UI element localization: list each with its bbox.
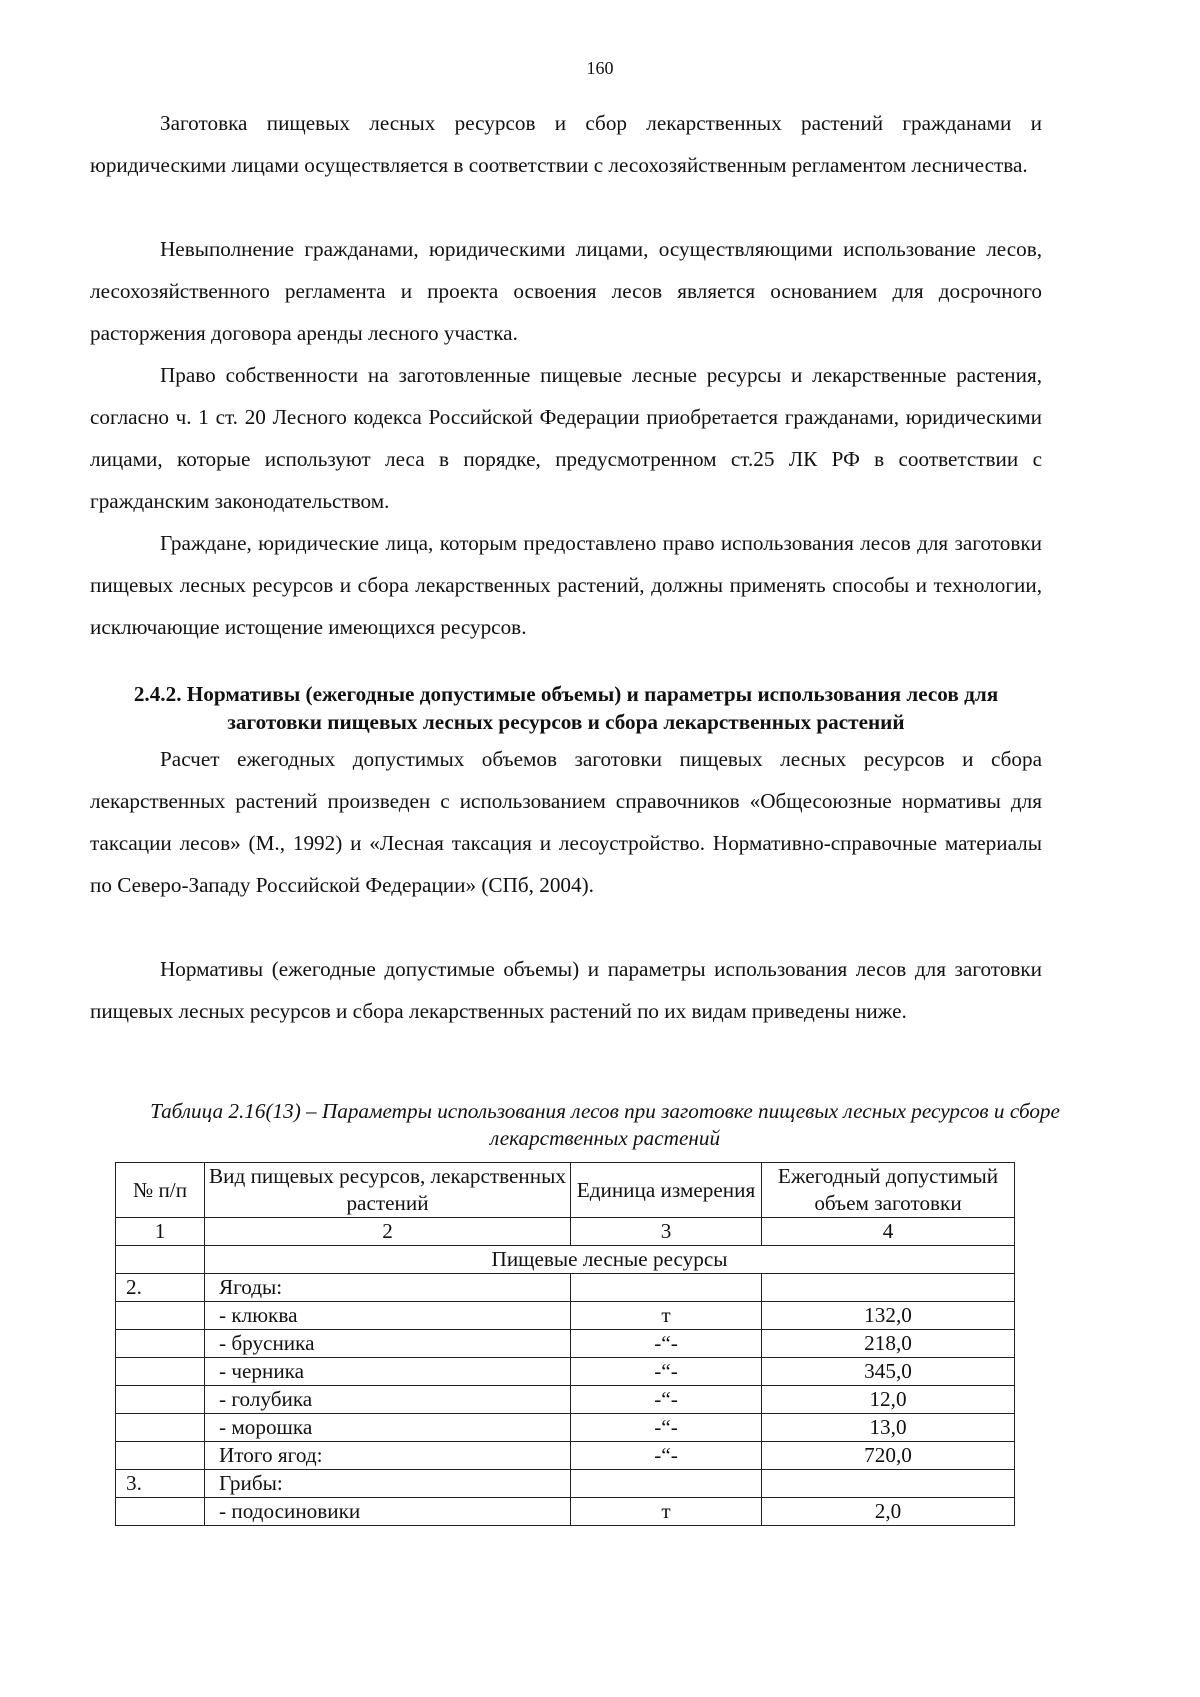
paragraph: Невыполнение гражданами, юридическими лицами, осуществляющими использование лесов, лесохозяйственного регламента и проекта освоения лесов является основанием для досрочного расторжения договора аренды лесного участка. [90, 237, 1042, 345]
row-number [116, 1442, 205, 1470]
volume-cell [762, 1274, 1015, 1302]
table-row [116, 1386, 1015, 1414]
header-cell: Единица измерения [571, 1163, 762, 1218]
resource-name: - голубика [205, 1386, 571, 1414]
unit-cell [571, 1470, 762, 1498]
row-number: 2. [116, 1274, 205, 1302]
table-cell [116, 1246, 205, 1274]
table-row [116, 1302, 1015, 1330]
table-row [116, 1414, 1015, 1442]
unit-cell: т [571, 1302, 762, 1330]
volume-cell: 12,0 [762, 1386, 1015, 1414]
row-number [116, 1386, 205, 1414]
resource-name: Ягоды: [205, 1274, 571, 1302]
header-cell: Ежегодный допустимый объем заготовки [762, 1163, 1015, 1218]
column-number-row [116, 1218, 1015, 1246]
resource-name: - морошка [205, 1414, 571, 1442]
unit-cell: -“- [571, 1358, 762, 1386]
table-row [116, 1330, 1015, 1358]
paragraph: Расчет ежегодных допустимых объемов заготовки пищевых лесных ресурсов и сбора лекарственных растений произведен с использованием справочников «Общесоюзные нормативы для таксации лесов» (М., 1992) и «Лесная таксация и лесоустройство. Нормативно-справочные материалы по Северо-Западу Российской Федерации» (СПб, 2004). [90, 747, 1042, 897]
unit-cell: -“- [571, 1386, 762, 1414]
row-number [116, 1358, 205, 1386]
resource-name: - брусника [205, 1330, 571, 1358]
volume-cell: 13,0 [762, 1414, 1015, 1442]
table-caption: Таблица 2.16(13) – Параметры использования лесов при заготовке пищевых лесных ресурсов и сборе лекарственных растений [150, 1099, 1060, 1150]
volume-cell [762, 1470, 1015, 1498]
column-number: 4 [762, 1218, 1015, 1246]
page-number: 160 [586, 58, 614, 78]
table-row [116, 1274, 1015, 1302]
resource-name: Грибы: [205, 1470, 571, 1498]
table-row [116, 1358, 1015, 1386]
resource-name: - подосиновики [205, 1498, 571, 1526]
volume-cell: 132,0 [762, 1302, 1015, 1330]
unit-cell: т [571, 1498, 762, 1526]
paragraph: Нормативы (ежегодные допустимые объемы) и параметры использования лесов для заготовки пищевых лесных ресурсов и сбора лекарственных растений по их видам приведены ниже. [90, 957, 1042, 1023]
header-cell: Вид пищевых ресурсов, лекарственных растений [205, 1163, 571, 1218]
resource-name: Итого ягод: [205, 1442, 571, 1470]
header-cell: № п/п [116, 1163, 205, 1218]
column-number: 3 [571, 1218, 762, 1246]
resources-table [115, 1162, 1015, 1526]
table-row [116, 1470, 1015, 1498]
column-number: 1 [116, 1218, 205, 1246]
unit-cell [571, 1274, 762, 1302]
table-row [116, 1442, 1015, 1470]
section-heading: 2.4.2. Нормативы (ежегодные допустимые объемы) и параметры использования лесов для заготовки пищевых лесных ресурсов и сбора лекарственных растений [133, 682, 999, 734]
unit-cell: -“- [571, 1414, 762, 1442]
row-number [116, 1330, 205, 1358]
resource-name: - черника [205, 1358, 571, 1386]
row-number [116, 1414, 205, 1442]
column-number: 2 [205, 1218, 571, 1246]
section-row-label: Пищевые лесные ресурсы [205, 1246, 1015, 1274]
volume-cell: 345,0 [762, 1358, 1015, 1386]
unit-cell: -“- [571, 1442, 762, 1470]
table-row [116, 1498, 1015, 1526]
table-header-row [116, 1163, 1015, 1218]
section-row [116, 1246, 1015, 1274]
row-number [116, 1498, 205, 1526]
row-number [116, 1302, 205, 1330]
unit-cell: -“- [571, 1330, 762, 1358]
volume-cell: 720,0 [762, 1442, 1015, 1470]
volume-cell: 218,0 [762, 1330, 1015, 1358]
paragraph: Право собственности на заготовленные пищевые лесные ресурсы и лекарственные растения, согласно ч. 1 ст. 20 Лесного кодекса Российской Федерации приобретается гражданами, юридическими лицами, которые используют леса в порядке, предусмотренном ст.25 ЛК РФ в соответствии с гражданским законодательством. [90, 363, 1042, 513]
paragraph: Граждане, юридические лица, которым предоставлено право использования лесов для заготовки пищевых лесных ресурсов и сбора лекарственных растений, должны применять способы и технологии, исключающие истощение имеющихся ресурсов. [90, 531, 1042, 639]
row-number: 3. [116, 1470, 205, 1498]
resource-name: - клюква [205, 1302, 571, 1330]
paragraph: Заготовка пищевых лесных ресурсов и сбор лекарственных растений гражданами и юридическими лицами осуществляется в соответствии с лесохозяйственным регламентом лесничества. [90, 111, 1042, 177]
volume-cell: 2,0 [762, 1498, 1015, 1526]
